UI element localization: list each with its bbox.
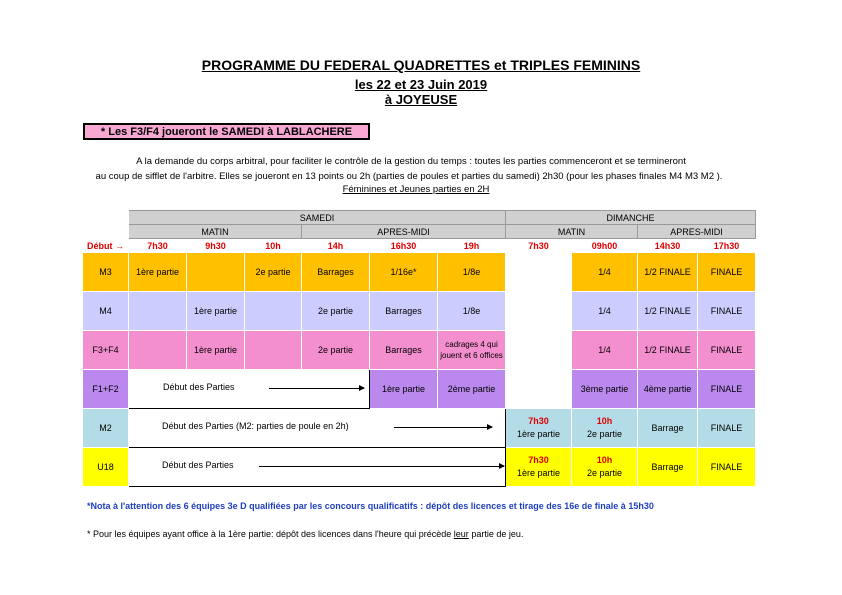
cell: 1/2 FINALE bbox=[638, 331, 698, 370]
period-sun-morning: MATIN bbox=[506, 225, 638, 239]
cell: 1ère partie bbox=[187, 331, 245, 370]
cell: 1/4 bbox=[572, 292, 638, 331]
cell: 1/2 FINALE bbox=[638, 292, 698, 331]
cell: 2e partie bbox=[302, 331, 370, 370]
cell: 2e partie bbox=[586, 468, 623, 478]
day-header-sunday: DIMANCHE bbox=[506, 211, 756, 225]
start-text: Début des Parties bbox=[162, 460, 234, 470]
event-location: à JOYEUSE bbox=[384, 92, 458, 107]
time-header: 7h30 bbox=[129, 239, 187, 253]
footnote-nota: *Nota à l'attention des 6 équipes 3e D qualifiées par les concours qualificatifs : dépôt des licences et tirage des 16e de finale à 15h30 bbox=[87, 501, 654, 511]
arrow-icon bbox=[259, 466, 504, 467]
cell: 2e partie bbox=[245, 253, 302, 292]
day-header-saturday: SAMEDI bbox=[129, 211, 506, 225]
arrow-icon bbox=[394, 427, 492, 428]
time-header: 19h bbox=[438, 239, 506, 253]
cell: 1/8e bbox=[438, 253, 506, 292]
time-header: 17h30 bbox=[698, 239, 756, 253]
row-label-m2: M2 bbox=[83, 409, 129, 448]
time-header: 7h30 bbox=[506, 239, 572, 253]
schedule-table bbox=[82, 210, 756, 487]
event-dates: les 22 et 23 Juin 2019 bbox=[354, 77, 488, 92]
table-row bbox=[83, 253, 756, 292]
table-row bbox=[83, 331, 756, 370]
cell: Barrages bbox=[370, 331, 438, 370]
cell: 1/16e* bbox=[370, 253, 438, 292]
cell: 1/4 bbox=[572, 253, 638, 292]
cell-time: 7h30 bbox=[528, 455, 549, 465]
cell: 2ème partie bbox=[438, 370, 506, 409]
footnote-office bbox=[87, 529, 523, 539]
start-text: Début des Parties bbox=[163, 382, 235, 392]
cell: cadrages 4 qui jouent et 6 offices bbox=[438, 331, 506, 370]
cell: Barrages bbox=[302, 253, 370, 292]
table-row bbox=[83, 448, 756, 487]
intro-line-2: au coup de sifflet de l'arbitre. Elles se joueront en 13 points ou 2h (parties de poules et parties du samedi) 2h30 (pour les phases finales M4 M3 M2 ). bbox=[95, 171, 723, 182]
cell: 1ère partie bbox=[516, 429, 561, 439]
table-row bbox=[83, 292, 756, 331]
cell: 2e partie bbox=[586, 429, 623, 439]
cell: Barrages bbox=[370, 292, 438, 331]
cell-time: 10h bbox=[596, 455, 613, 465]
cell: 4ème partie bbox=[638, 370, 698, 409]
footnote-office-text: * Pour les équipes ayant office à la 1ère partie: dépôt des licences dans l'heure qui précède bbox=[87, 529, 454, 539]
cell: FINALE bbox=[698, 331, 756, 370]
table-row bbox=[83, 370, 756, 409]
row-label-m4: M4 bbox=[83, 292, 129, 331]
cell: Barrage bbox=[638, 448, 698, 487]
arrow-icon bbox=[269, 388, 364, 389]
cell: 1ère partie bbox=[187, 292, 245, 331]
cell: 1/4 bbox=[572, 331, 638, 370]
period-sat-morning: MATIN bbox=[129, 225, 302, 239]
cell: FINALE bbox=[698, 409, 756, 448]
cell-time: 7h30 bbox=[528, 416, 549, 426]
start-text: Début des Parties (M2: parties de poule en 2h) bbox=[162, 421, 349, 431]
time-header: 9h30 bbox=[187, 239, 245, 253]
period-sat-afternoon: APRES-MIDI bbox=[302, 225, 506, 239]
cell: FINALE bbox=[698, 448, 756, 487]
cell: FINALE bbox=[698, 292, 756, 331]
intro-line-3: Féminines et Jeunes parties en 2H bbox=[342, 184, 490, 195]
start-label: Début → bbox=[83, 239, 129, 253]
time-header: 16h30 bbox=[370, 239, 438, 253]
row-label-f3f4: F3+F4 bbox=[83, 331, 129, 370]
time-header: 14h30 bbox=[638, 239, 698, 253]
cell: 1/8e bbox=[438, 292, 506, 331]
cell-time: 10h bbox=[596, 416, 613, 426]
page-title: PROGRAMME DU FEDERAL QUADRETTES et TRIPLES FEMININS bbox=[201, 57, 641, 73]
period-sun-afternoon: APRES-MIDI bbox=[638, 225, 756, 239]
time-header: 10h bbox=[245, 239, 302, 253]
cell: 1/2 FINALE bbox=[638, 253, 698, 292]
row-label-m3: M3 bbox=[83, 253, 129, 292]
row-label-u18: U18 bbox=[83, 448, 129, 487]
cell: 1ère partie bbox=[370, 370, 438, 409]
cell: 1ère partie bbox=[129, 253, 187, 292]
cell: Barrage bbox=[638, 409, 698, 448]
row-label-f1f2: F1+F2 bbox=[83, 370, 129, 409]
lablachere-notice: * Les F3/F4 joueront le SAMEDI à LABLACHERE bbox=[83, 123, 370, 140]
cell: 2e partie bbox=[302, 292, 370, 331]
footnote-office-tail: partie de jeu. bbox=[468, 529, 524, 539]
cell: 1ère partie bbox=[516, 468, 561, 478]
cell: FINALE bbox=[698, 253, 756, 292]
intro-line-1: A la demande du corps arbitral, pour faciliter le contrôle de la gestion du temps : toutes les parties commenceront et se termineront bbox=[136, 156, 686, 167]
table-row bbox=[83, 409, 756, 448]
footnote-office-underlined: leur bbox=[453, 529, 469, 539]
cell: 3ème partie bbox=[572, 370, 638, 409]
time-header: 14h bbox=[302, 239, 370, 253]
time-header: 09h00 bbox=[572, 239, 638, 253]
cell: FINALE bbox=[698, 370, 756, 409]
